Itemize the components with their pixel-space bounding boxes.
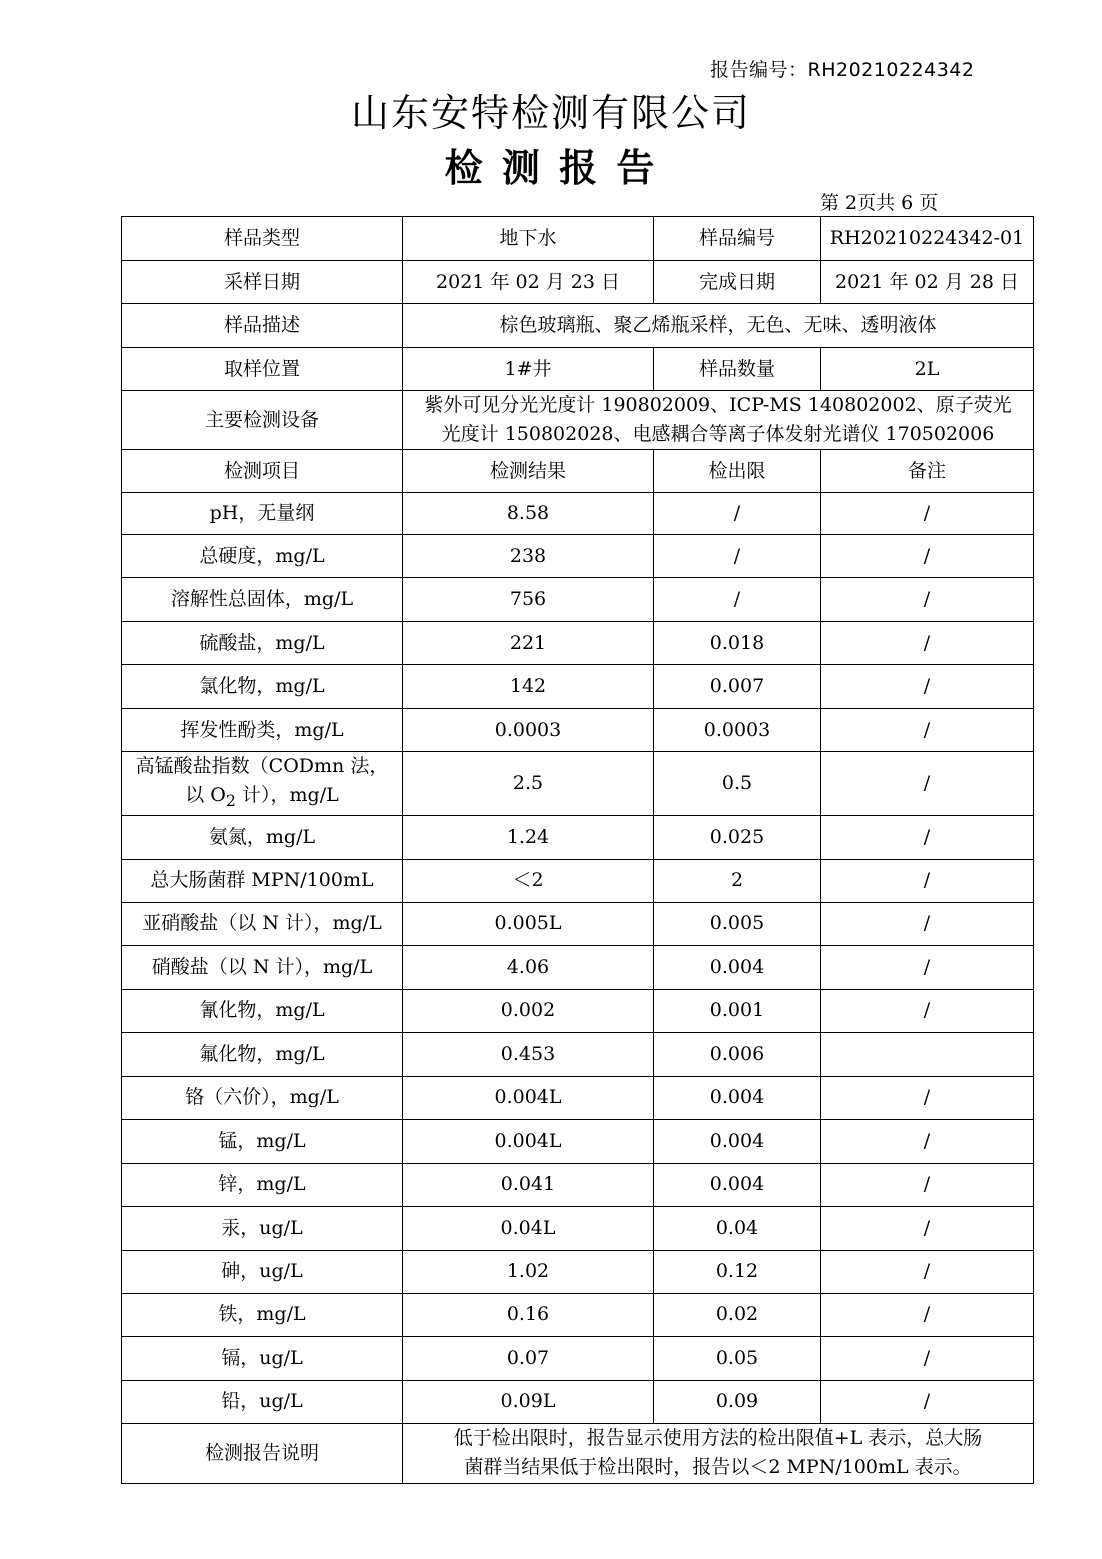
test-item: 总大肠菌群 MPN/100mL [122, 859, 403, 902]
test-note: / [821, 1380, 1034, 1423]
sample-date-label: 采样日期 [122, 261, 403, 304]
results-header-row [122, 450, 1034, 493]
test-note: / [821, 493, 1034, 535]
test-limit: 0.007 [654, 665, 821, 709]
test-note: / [821, 945, 1034, 989]
test-result: 756 [403, 578, 654, 622]
col-result-header: 检测结果 [403, 450, 654, 493]
test-limit: 0.001 [654, 989, 821, 1032]
test-note: / [821, 752, 1034, 816]
test-note: / [821, 1293, 1034, 1336]
location-label: 取样位置 [122, 348, 403, 391]
test-result: 0.07 [403, 1336, 654, 1380]
test-note: / [821, 709, 1034, 752]
table-row [122, 1293, 1034, 1336]
test-item: pH，无量纲 [122, 493, 403, 535]
test-limit: 0.0003 [654, 709, 821, 752]
test-note: / [821, 1250, 1034, 1293]
test-limit: 0.02 [654, 1293, 821, 1336]
test-item: 镉，ug/L [122, 1336, 403, 1380]
test-note: / [821, 1336, 1034, 1380]
test-item: 铁，mg/L [122, 1293, 403, 1336]
table-row [122, 709, 1034, 752]
remarks-line-2: 菌群当结果低于检出限时，报告以＜2 MPN/100mL 表示。 [464, 1456, 972, 1479]
test-result: 0.004L [403, 1119, 654, 1163]
test-note: / [821, 989, 1034, 1032]
table-row [122, 859, 1034, 902]
test-item: 总硬度，mg/L [122, 535, 403, 578]
description-row [122, 304, 1034, 348]
test-result: 4.06 [403, 945, 654, 989]
page-counter: 第 2页共 6 页 [820, 192, 939, 214]
test-note: / [821, 535, 1034, 578]
test-note: / [821, 578, 1034, 622]
test-item-line-2: 以 $O_2$ 计），mg/L [185, 784, 339, 810]
test-limit: / [654, 578, 821, 622]
test-limit: 2 [654, 859, 821, 902]
test-limit: 0.04 [654, 1206, 821, 1250]
test-result: ＜2 [403, 859, 654, 902]
table-row [122, 989, 1034, 1032]
quantity-value: 2L [821, 348, 1034, 391]
sample-date-value: 2021 年 02 月 23 日 [403, 261, 654, 304]
sample-desc-value: 棕色玻璃瓶、聚乙烯瓶采样，无色、无味、透明液体 [403, 304, 1034, 348]
table-row [122, 752, 1034, 816]
company-name: 山东安特检测有限公司 [350, 91, 751, 135]
finish-date-label: 完成日期 [654, 261, 821, 304]
test-item: 硫酸盐，mg/L [122, 622, 403, 665]
location-value: 1#井 [403, 348, 654, 391]
test-limit: 0.004 [654, 1076, 821, 1119]
equipment-value [403, 391, 1034, 450]
test-item: 锰，mg/L [122, 1119, 403, 1163]
test-result: 8.58 [403, 493, 654, 535]
report-number [710, 55, 974, 82]
test-result: 0.453 [403, 1032, 654, 1076]
test-item: 溶解性总固体，mg/L [122, 578, 403, 622]
test-limit: 0.018 [654, 622, 821, 665]
test-limit: 0.12 [654, 1250, 821, 1293]
test-result: 0.005L [403, 902, 654, 945]
test-item: 氰化物，mg/L [122, 989, 403, 1032]
test-limit: 0.004 [654, 945, 821, 989]
table-row [122, 665, 1034, 709]
test-result: 0.004L [403, 1076, 654, 1119]
document-title: 检 测 报 告 [444, 146, 658, 190]
test-item: 铬（六价），mg/L [122, 1076, 403, 1119]
test-note: / [821, 902, 1034, 945]
test-limit: 0.09 [654, 1380, 821, 1423]
remarks-line-1: 低于检出限时，报告显示使用方法的检出限值+L 表示，总大肠 [453, 1427, 983, 1450]
table-row [122, 1032, 1034, 1076]
table-row [122, 945, 1034, 989]
finish-date-value: 2021 年 02 月 28 日 [821, 261, 1034, 304]
test-result: 0.16 [403, 1293, 654, 1336]
test-result: 221 [403, 622, 654, 665]
test-result: 1.24 [403, 815, 654, 859]
sample-code-value: RH20210224342-01 [821, 217, 1034, 261]
test-result: 2.5 [403, 752, 654, 816]
test-note: / [821, 1119, 1034, 1163]
sample-code-label: 样品编号 [654, 217, 821, 261]
test-item-line-1: 高锰酸盐指数（CODmn 法， [135, 755, 389, 777]
test-note: / [821, 1163, 1034, 1206]
test-item [122, 752, 403, 816]
test-item: 亚硝酸盐（以 N 计），mg/L [122, 902, 403, 945]
quantity-label: 样品数量 [654, 348, 821, 391]
test-item: 锌，mg/L [122, 1163, 403, 1206]
test-item: 汞，ug/L [122, 1206, 403, 1250]
sample-type-label: 样品类型 [122, 217, 403, 261]
test-limit: / [654, 493, 821, 535]
test-note: / [821, 1076, 1034, 1119]
table-row [122, 1076, 1034, 1119]
location-row [122, 348, 1034, 391]
test-limit: 0.004 [654, 1163, 821, 1206]
test-limit: 0.006 [654, 1032, 821, 1076]
table-row [122, 1119, 1034, 1163]
test-item: 氨氮，mg/L [122, 815, 403, 859]
test-limit: 0.5 [654, 752, 821, 816]
sample-desc-label: 样品描述 [122, 304, 403, 348]
table-row [122, 1206, 1034, 1250]
equipment-line-2: 光度计 150802028、电感耦合等离子体发射光谱仪 170502006 [441, 423, 995, 445]
test-limit: 0.025 [654, 815, 821, 859]
test-item: 氟化物，mg/L [122, 1032, 403, 1076]
table-row [122, 902, 1034, 945]
equipment-line-1: 紫外可见分光光度计 190802009、ICP-MS 140802002、原子荧光 [424, 394, 1012, 416]
test-result: 0.04L [403, 1206, 654, 1250]
equipment-row [122, 391, 1034, 450]
test-result: 142 [403, 665, 654, 709]
test-item: 硝酸盐（以 N 计），mg/L [122, 945, 403, 989]
test-item: 挥发性酚类，mg/L [122, 709, 403, 752]
test-limit: / [654, 535, 821, 578]
test-note: / [821, 665, 1034, 709]
test-result: 1.02 [403, 1250, 654, 1293]
table-row [122, 1163, 1034, 1206]
table-row [122, 535, 1034, 578]
col-limit-header: 检出限 [654, 450, 821, 493]
sample-type-value: 地下水 [403, 217, 654, 261]
table-row [122, 622, 1034, 665]
table-row [122, 1380, 1034, 1423]
test-note: / [821, 1206, 1034, 1250]
test-limit: 0.004 [654, 1119, 821, 1163]
subscript-2: 2 [225, 790, 236, 810]
report-table [121, 216, 1034, 1484]
test-note: / [821, 622, 1034, 665]
test-item: 砷，ug/L [122, 1250, 403, 1293]
col-note-header: 备注 [821, 450, 1034, 493]
sample-type-row [122, 217, 1034, 261]
date-row [122, 261, 1034, 304]
table-row [122, 1250, 1034, 1293]
test-result: 0.0003 [403, 709, 654, 752]
test-item: 氯化物，mg/L [122, 665, 403, 709]
remarks-value [403, 1423, 1034, 1483]
test-note [821, 1032, 1034, 1076]
remarks-label: 检测报告说明 [122, 1423, 403, 1483]
report-number-label: 报告编号： [710, 59, 808, 81]
test-result: 0.09L [403, 1380, 654, 1423]
remarks-row [122, 1423, 1034, 1483]
test-limit: 0.05 [654, 1336, 821, 1380]
test-limit: 0.005 [654, 902, 821, 945]
col-item-header: 检测项目 [122, 450, 403, 493]
table-row [122, 493, 1034, 535]
equipment-label: 主要检测设备 [122, 391, 403, 450]
table-row [122, 1336, 1034, 1380]
table-row [122, 815, 1034, 859]
test-result: 238 [403, 535, 654, 578]
table-row [122, 578, 1034, 622]
test-result: 0.041 [403, 1163, 654, 1206]
test-note: / [821, 859, 1034, 902]
test-item: 铅，ug/L [122, 1380, 403, 1423]
report-number-value: RH20210224342 [807, 59, 975, 81]
test-result: 0.002 [403, 989, 654, 1032]
test-note: / [821, 815, 1034, 859]
